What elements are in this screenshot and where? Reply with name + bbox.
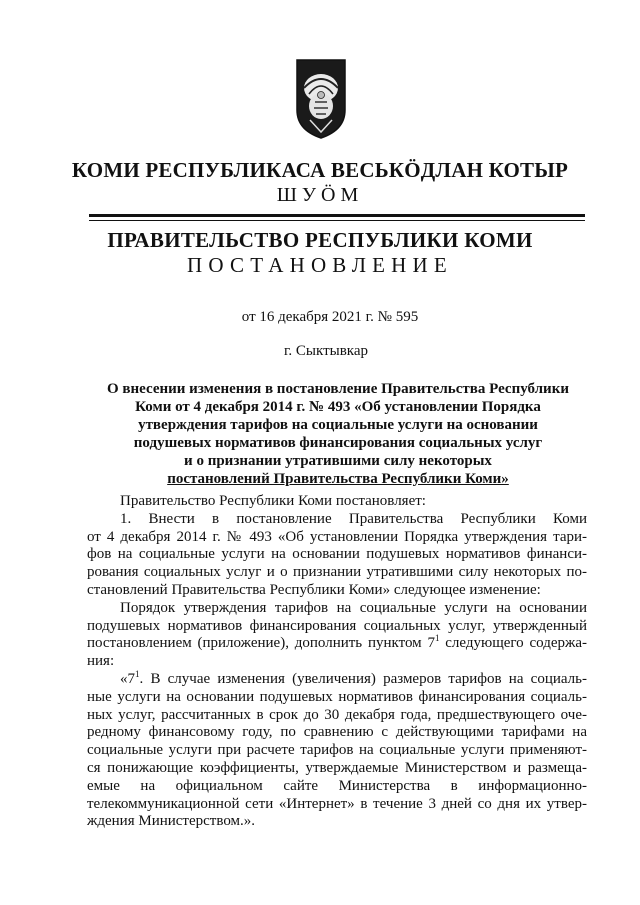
paragraph-2-line: ния: <box>87 653 115 670</box>
text-fragment: постановлением (приложение), дополнить пунктом 7 <box>87 635 435 652</box>
decree-title <box>90 380 586 488</box>
paragraph-2-line: Порядок утверждения тарифов на социальные услуги на основании <box>120 599 587 616</box>
government-heading: ПРАВИТЕЛЬСТВО РЕСПУБЛИКИ КОМИ <box>107 228 533 252</box>
komi-decree-heading: ШУӦМ <box>276 184 364 206</box>
paragraph-3-line: редному финансовому году, по сравнению с действующими тарифами на <box>87 724 587 741</box>
intro-line: Правительство Республики Коми постановляет: <box>120 493 426 509</box>
decree-heading: ПОСТАНОВЛЕНИЕ <box>187 253 453 277</box>
decree-city: г. Сыктывкар <box>283 343 369 359</box>
paragraph-3-line: телекоммуникационной сети «Интернет» в течение 3 дней со дня их утвер- <box>87 795 587 812</box>
superscript: 1 <box>135 668 140 679</box>
superscript: 1 <box>434 633 440 644</box>
title-line: утверждения тарифов на социальные услуги на основании <box>138 417 538 433</box>
text-fragment: следующего содержа- <box>439 635 588 652</box>
title-line: постановлений Правительства Республики Коми» <box>167 471 509 487</box>
paragraph-1-line: рования социальных услуг и о признании утратившими силу некоторых по- <box>87 564 587 581</box>
paragraph-1-line: фов на социальные услуги на основании подушевых нормативов финанси- <box>87 546 587 563</box>
header-divider-thin <box>89 220 585 221</box>
paragraph-3-line: ных услуг, рассчитанных в срок до 30 декабря года, предшествующего оче- <box>87 706 587 723</box>
paragraph-1-line: 1. Внести в постановление Правительства Республики Коми <box>120 510 587 527</box>
decree-date-number: от 16 декабря 2021 г. № 595 <box>241 309 419 325</box>
paragraph-3-line: ся понижающие коэффициенты, утверждаемые Министерством и размеща- <box>87 759 587 776</box>
paragraph-3-line: емые на официальном сайте Министерства в информационно- <box>87 777 587 794</box>
title-line: подушевых нормативов финансирования социальных услуг <box>133 435 543 451</box>
paragraph-2-line: подушевых нормативов финансирования социальных услуг, утвержденный <box>87 617 587 634</box>
paragraph-3-line: ждения Министерством.». <box>87 813 256 830</box>
paragraph-1-line: становлений Правительства Республики Коми» следующее изменение: <box>87 581 541 598</box>
paragraph-3-line <box>87 668 587 689</box>
text-fragment: «7 <box>120 670 135 687</box>
decree-body <box>87 493 587 831</box>
header-divider-thick <box>89 214 585 217</box>
text-fragment: . В случае изменения (увеличения) размеров тарифов на социаль- <box>139 670 587 687</box>
coat-of-arms-emblem <box>295 58 347 140</box>
paragraph-3-line: ные услуги на основании подушевых нормативов финансирования социаль- <box>87 688 587 705</box>
paragraph-3-line: социальные услуги при расчете тарифов на социальные услуги применяют- <box>87 742 587 759</box>
paragraph-2-line <box>87 635 587 653</box>
paragraph-1-line: от 4 декабря 2014 г. № 493 «Об установлении Порядка утверждения тари- <box>87 528 587 545</box>
title-line: Коми от 4 декабря 2014 г. № 493 «Об установлении Порядка <box>135 399 541 415</box>
title-line: и о признании утратившими силу некоторых <box>184 453 492 469</box>
komi-government-heading: КОМИ РЕСПУБЛИКАСА ВЕСЬКӦДЛАН КОТЫР <box>71 158 569 182</box>
title-line: О внесении изменения в постановление Правительства Республики <box>107 381 569 397</box>
